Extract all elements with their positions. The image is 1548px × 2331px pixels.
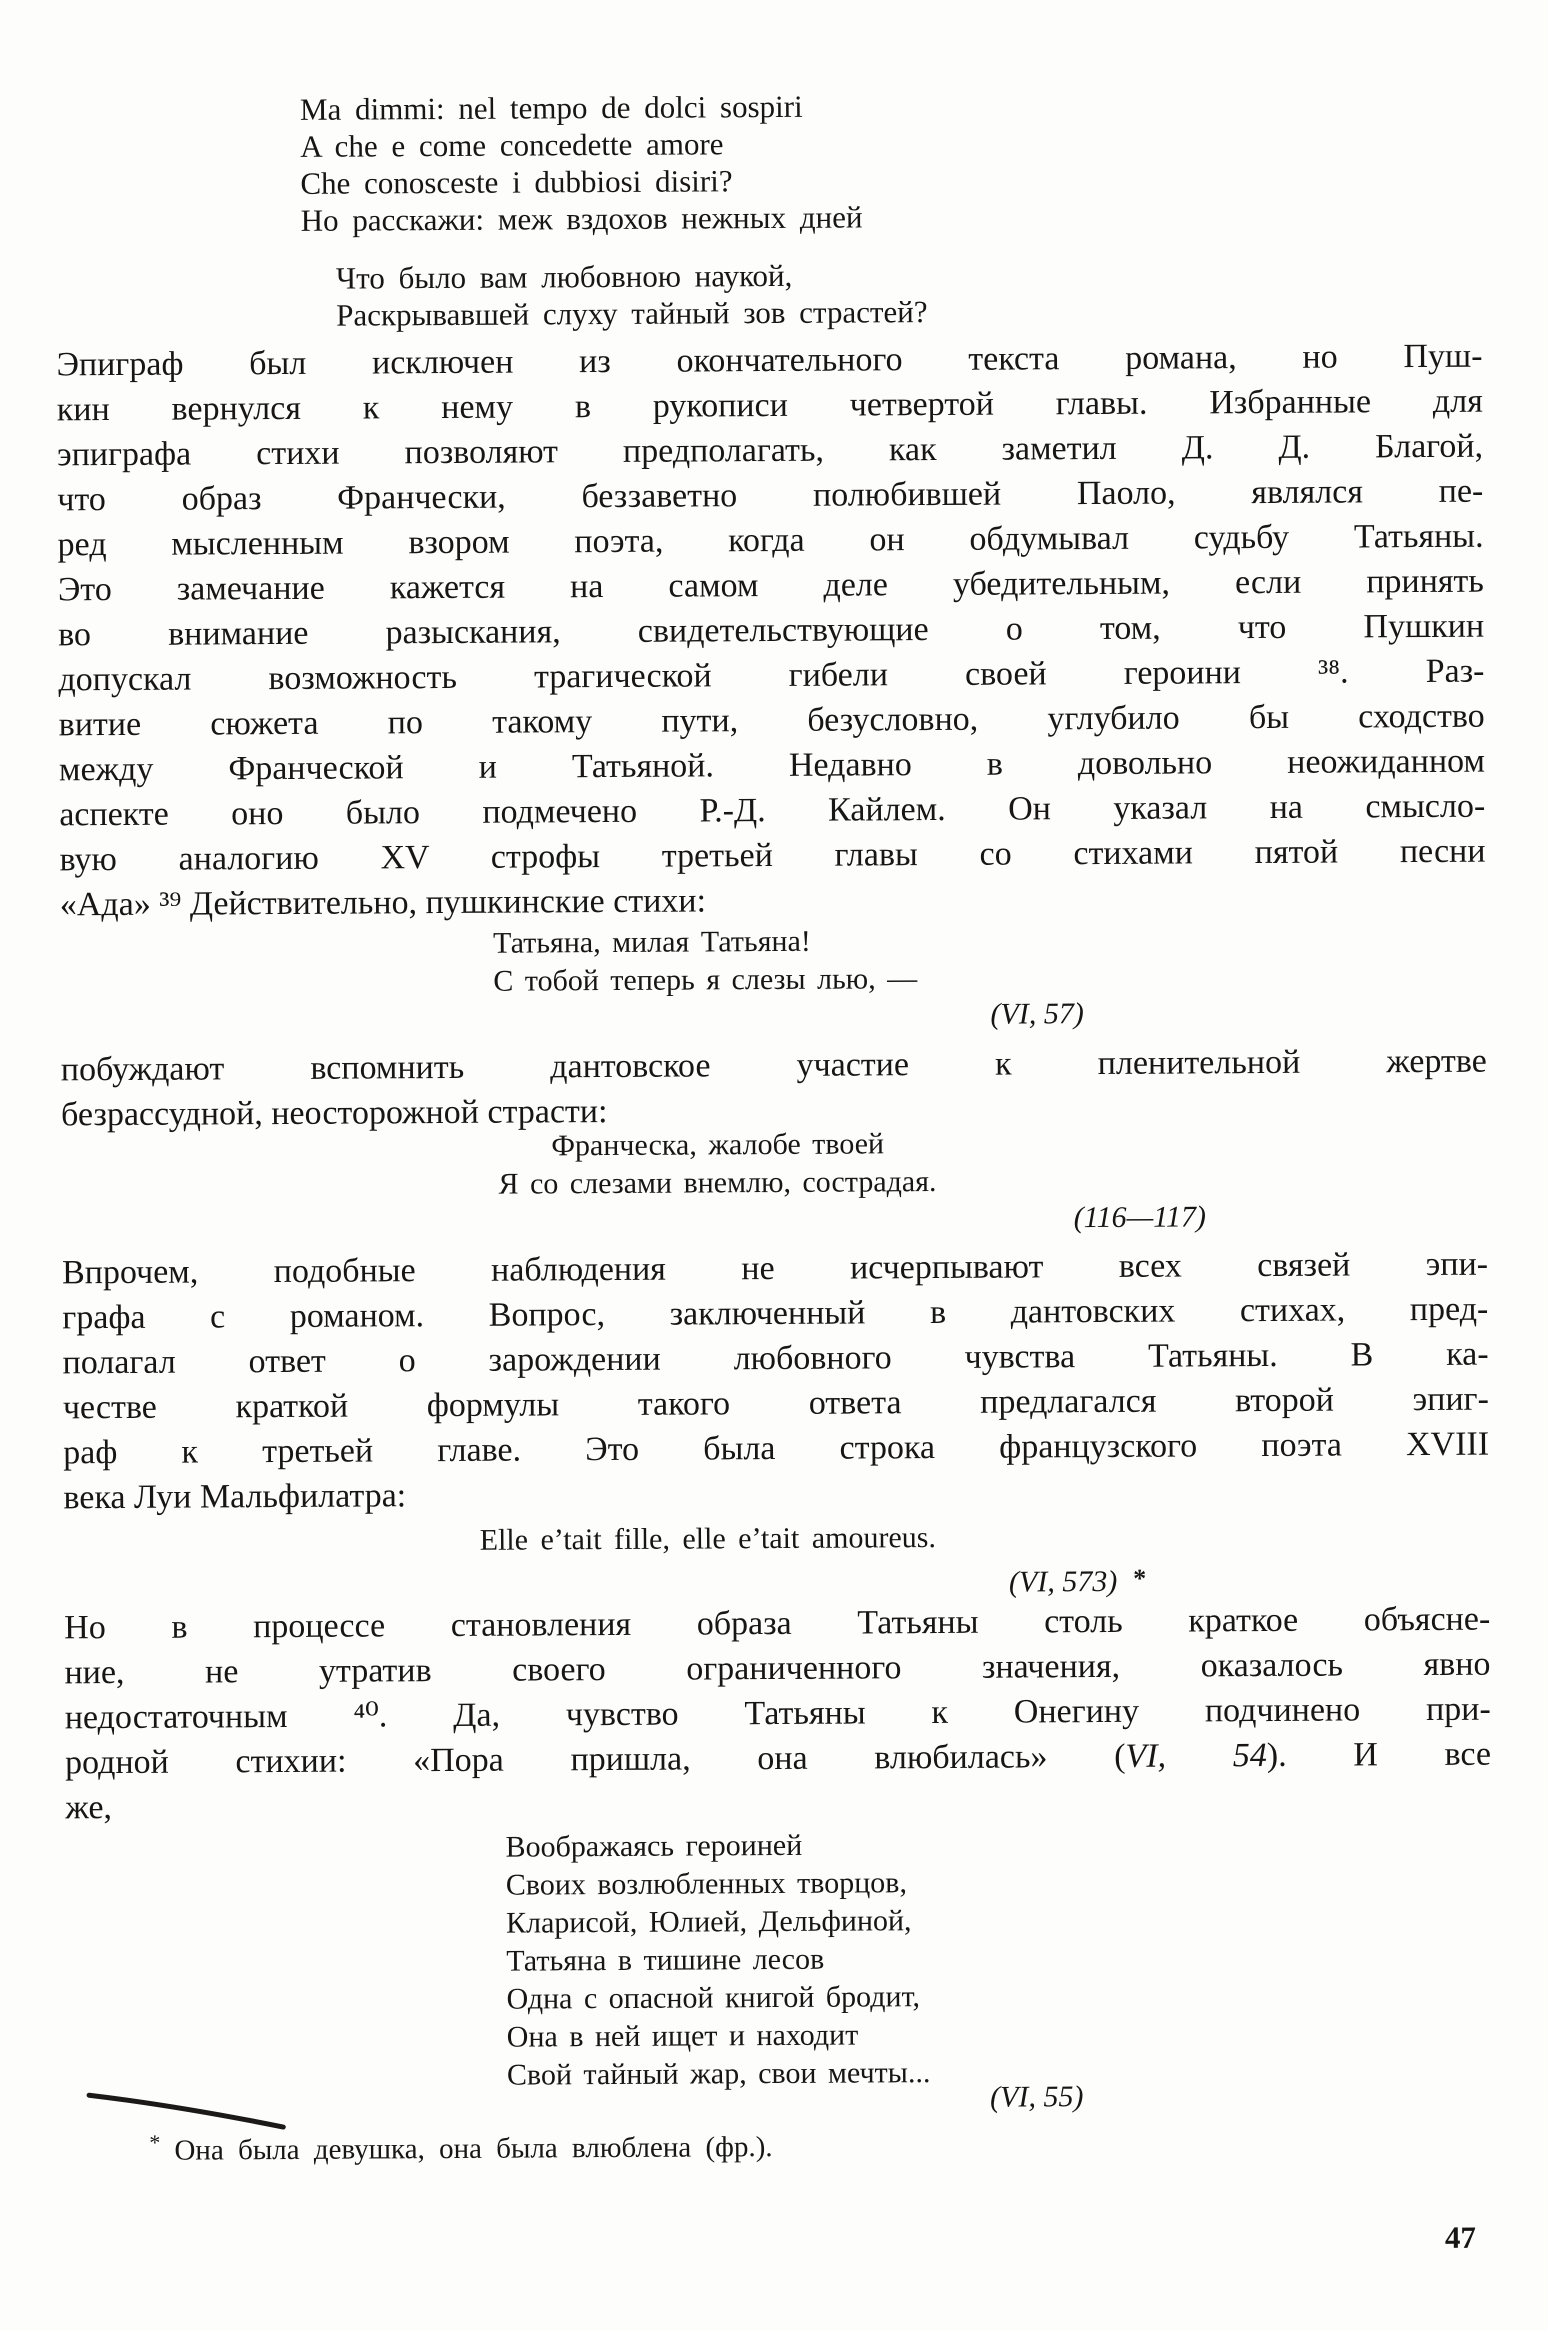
quote-text: Elle e’tait fille, elle e’tait amoureus. xyxy=(479,1521,937,1557)
text-line: полагал ответ о зарождении любовного чувства Татьяны. В ка- xyxy=(62,1335,1489,1382)
text-line: недостаточным ⁴⁰. Да, чувство Татьяны к Онегину подчинено при- xyxy=(64,1690,1491,1737)
footnote-asterisk: * xyxy=(149,2129,161,2155)
text-line: Это замечание кажется на самом деле убедительным, если принять xyxy=(57,562,1484,609)
citation-116-117 xyxy=(1074,1200,1206,1235)
epigraph-line: Раскрывавшей слуху тайный зов страстей? xyxy=(336,294,928,333)
verse-line: Своих возлюбленных творцов, xyxy=(505,1866,907,1902)
text-line: честве краткой формулы такого ответа предлагался второй эпиг- xyxy=(62,1380,1489,1427)
text-segment: ). И все xyxy=(1266,1735,1492,1775)
verse-line: Татьяна в тишине лесов xyxy=(506,1942,825,1978)
epigraph-line: Но расскажи: меж вздохов нежных дней xyxy=(300,199,863,238)
verse-line: С тобой теперь я слезы лью, — xyxy=(493,962,918,998)
text-line: века Луи Мальфилатра: xyxy=(63,1477,407,1517)
text-line: безрассудной, неосторожной страсти: xyxy=(60,1093,608,1134)
text-line: допускал возможность трагической гибели своей героини ³⁸. Раз- xyxy=(58,652,1485,699)
footnote-reference-asterisk: * xyxy=(1133,1563,1147,1593)
text-line: Эпиграф был исключен из окончательного текста романа, но Пуш- xyxy=(56,337,1483,384)
text-line: Впрочем, подобные наблюдения не исчерпывают всех связей эпи- xyxy=(61,1245,1489,1292)
text-line: раф к третьей главе. Это была строка французского поэта XVIII xyxy=(63,1425,1490,1472)
text-line: графа с романом. Вопрос, заключенный в дантовских стихах, пред- xyxy=(62,1290,1489,1337)
body-paragraph-4 xyxy=(64,1597,1491,1831)
verse-line: Франческа, жалобе твоей xyxy=(551,1127,885,1163)
epigraph-line: Che conosceste i dubbiosi disiri? xyxy=(300,163,733,201)
verse-line: Свой тайный жар, свои мечты... xyxy=(506,2056,931,2092)
text-segment: родной стихии: «Пора пришла, она влюбилась» ( xyxy=(64,1737,1126,1782)
citation-vi-57 xyxy=(990,997,1084,1032)
text-line: побуждают вспомнить дантовское участие к пленительной жертве xyxy=(60,1042,1487,1089)
text-line: же, xyxy=(65,1789,113,1827)
verse-line: Я со слезами внемлю, сострадая. xyxy=(498,1165,937,1201)
verse-quote-3 xyxy=(505,1826,930,2095)
epigraph-line: Ma dimmi: nel tempo de dolci sospiri xyxy=(299,88,803,127)
verse-line: Одна с опасной книгой бродит, xyxy=(506,1980,920,2016)
page-number: 47 xyxy=(1444,2219,1477,2255)
text-line: ред мысленным взором поэта, когда он обдумывал судьбу Татьяны. xyxy=(57,517,1484,564)
epigraph-line: A che e come concedette amore xyxy=(300,126,724,164)
citation-vi-573 xyxy=(1009,1564,1147,1600)
text-line: Но в процессе становления образа Татьяны столь краткое объясне- xyxy=(64,1600,1491,1647)
inline-citation: VI, 54 xyxy=(1125,1737,1267,1775)
text-line: между Франческой и Татьяной. Недавно в довольно неожиданном xyxy=(58,742,1486,789)
text-line: кин вернулся к нему в рукописи четвертой главы. Избранные для xyxy=(56,382,1483,429)
body-paragraph-1 xyxy=(56,334,1486,928)
citation-text: (116—117) xyxy=(1073,1200,1207,1235)
chapter-epigraph xyxy=(300,87,928,334)
text-line xyxy=(65,1732,1491,1786)
text-line: во внимание разыскания, свидетельствующие о том, что Пушкин xyxy=(58,607,1485,654)
verse-line: Кларисой, Юлией, Дельфиной, xyxy=(505,1904,912,1940)
citation-vi-55 xyxy=(990,2080,1084,2115)
verse-quote-2 xyxy=(498,1125,936,1204)
body-paragraph-3 xyxy=(62,1242,1490,1521)
text-line: аспекте оно было подмечено Р.-Д. Кайлем. Он указал на смысло- xyxy=(59,787,1486,834)
footnote-text: Она была девушка, она была влюблена (фр.). xyxy=(174,2131,773,2167)
footnote xyxy=(149,2126,772,2168)
epigraph-line: Что было вам любовною наукой, xyxy=(335,257,793,296)
citation-text: (VI, 573) xyxy=(1008,1564,1118,1599)
french-quote xyxy=(480,1521,936,1558)
text-line: вую аналогию XV строфы третьей главы со стихами пятой песни xyxy=(59,832,1486,879)
verse-line: Воображаясь героиней xyxy=(505,1828,803,1864)
text-line: витие сюжета по такому пути, безусловно, углубило бы сходство xyxy=(58,697,1485,744)
text-line: эпиграфа стихи позволяют предполагать, как заметил Д. Д. Благой, xyxy=(56,427,1484,474)
citation-text: (VI, 55) xyxy=(990,2080,1084,2114)
verse-quote-1 xyxy=(493,922,917,1001)
text-line: «Ада» ³⁹ Действительно, пушкинские стихи: xyxy=(59,882,707,924)
citation-text: (VI, 57) xyxy=(990,997,1084,1031)
text-line: ние, не утратив своего ограниченного значения, оказалось явно xyxy=(64,1645,1491,1692)
verse-line: Татьяна, милая Татьяна! xyxy=(492,924,811,960)
text-line: что образ Франчески, беззаветно полюбившей Паоло, являлся пе- xyxy=(57,472,1484,519)
verse-line: Она в ней ищет и находит xyxy=(506,2018,859,2054)
body-paragraph-2 xyxy=(61,1039,1488,1138)
